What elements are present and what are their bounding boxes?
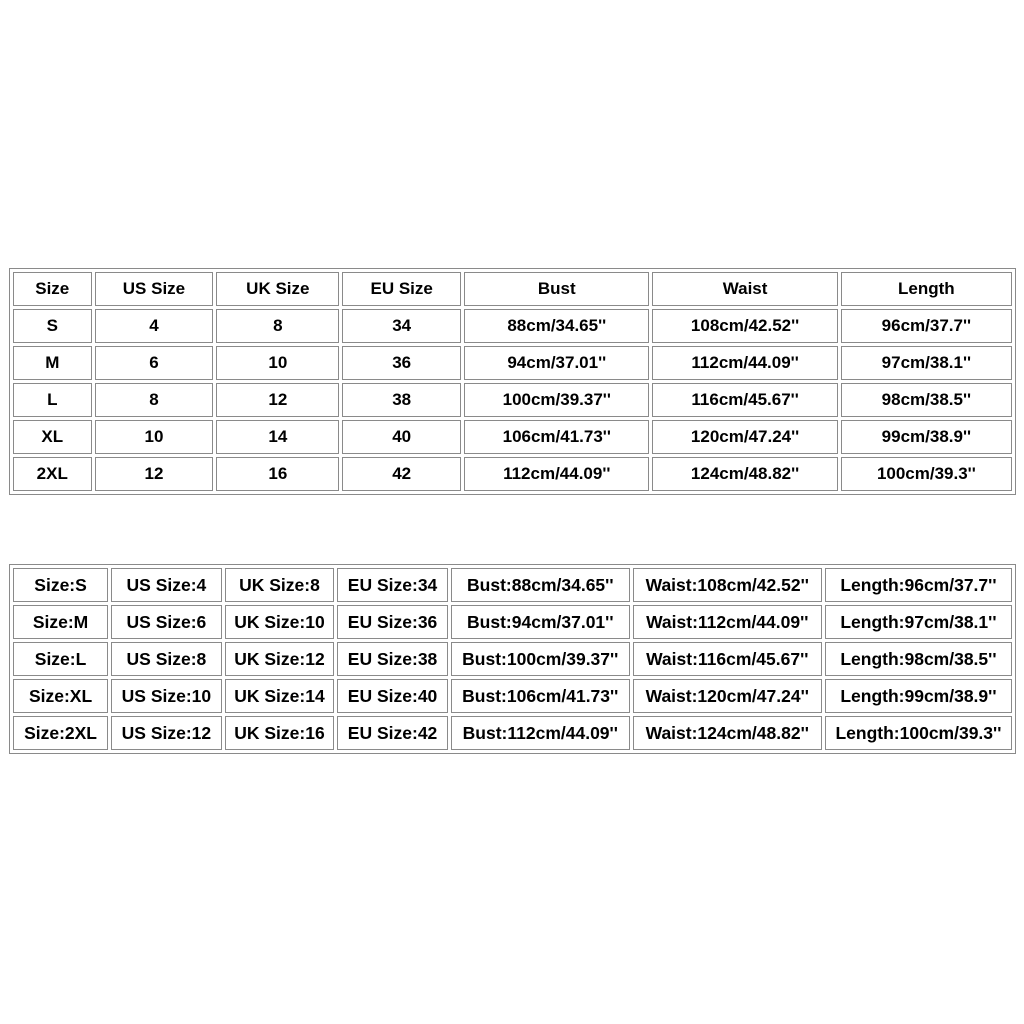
table-row — [13, 642, 1012, 676]
cell-size: Size:2XL — [13, 716, 108, 750]
cell-size: Size:M — [13, 605, 108, 639]
cell-length: 99cm/38.9'' — [841, 420, 1012, 454]
table-row — [13, 309, 1012, 343]
cell-length: Length:99cm/38.9'' — [825, 679, 1012, 713]
cell-bust: 88cm/34.65'' — [464, 309, 649, 343]
cell-uk-size: 14 — [216, 420, 339, 454]
cell-waist: 116cm/45.67'' — [652, 383, 837, 417]
cell-eu-size: EU Size:40 — [337, 679, 448, 713]
table-row — [13, 457, 1012, 491]
cell-us-size: US Size:4 — [111, 568, 222, 602]
cell-uk-size: 16 — [216, 457, 339, 491]
cell-waist: Waist:120cm/47.24'' — [633, 679, 822, 713]
cell-us-size: US Size:10 — [111, 679, 222, 713]
header-uk-size: UK Size — [216, 272, 339, 306]
cell-us-size: US Size:12 — [111, 716, 222, 750]
cell-length: 96cm/37.7'' — [841, 309, 1012, 343]
cell-us-size: 4 — [95, 309, 214, 343]
cell-waist: 112cm/44.09'' — [652, 346, 837, 380]
cell-bust: Bust:100cm/39.37'' — [451, 642, 630, 676]
cell-eu-size: 42 — [342, 457, 461, 491]
cell-eu-size: 38 — [342, 383, 461, 417]
table-row — [13, 605, 1012, 639]
cell-bust: 100cm/39.37'' — [464, 383, 649, 417]
header-us-size: US Size — [95, 272, 214, 306]
cell-eu-size: EU Size:42 — [337, 716, 448, 750]
header-waist: Waist — [652, 272, 837, 306]
cell-bust: 94cm/37.01'' — [464, 346, 649, 380]
cell-uk-size: UK Size:10 — [225, 605, 335, 639]
cell-length: Length:97cm/38.1'' — [825, 605, 1012, 639]
header-size: Size — [13, 272, 92, 306]
cell-length: 98cm/38.5'' — [841, 383, 1012, 417]
cell-us-size: 8 — [95, 383, 214, 417]
cell-size: Size:XL — [13, 679, 108, 713]
cell-eu-size: 36 — [342, 346, 461, 380]
table-row — [13, 420, 1012, 454]
table-row — [13, 679, 1012, 713]
cell-eu-size: EU Size:36 — [337, 605, 448, 639]
cell-waist: Waist:124cm/48.82'' — [633, 716, 822, 750]
cell-length: Length:98cm/38.5'' — [825, 642, 1012, 676]
cell-eu-size: 40 — [342, 420, 461, 454]
cell-us-size: 6 — [95, 346, 214, 380]
size-chart-labeled-table — [9, 564, 1016, 754]
header-eu-size: EU Size — [342, 272, 461, 306]
cell-bust: 106cm/41.73'' — [464, 420, 649, 454]
cell-us-size: 12 — [95, 457, 214, 491]
cell-bust: Bust:88cm/34.65'' — [451, 568, 630, 602]
cell-bust: 112cm/44.09'' — [464, 457, 649, 491]
cell-uk-size: 12 — [216, 383, 339, 417]
header-length: Length — [841, 272, 1012, 306]
cell-bust: Bust:106cm/41.73'' — [451, 679, 630, 713]
table-header-row — [13, 272, 1012, 306]
cell-uk-size: UK Size:12 — [225, 642, 335, 676]
cell-waist: Waist:108cm/42.52'' — [633, 568, 822, 602]
table-row — [13, 346, 1012, 380]
cell-size: Size:L — [13, 642, 108, 676]
cell-waist: 120cm/47.24'' — [652, 420, 837, 454]
cell-waist: 124cm/48.82'' — [652, 457, 837, 491]
cell-bust: Bust:94cm/37.01'' — [451, 605, 630, 639]
cell-eu-size: EU Size:38 — [337, 642, 448, 676]
cell-size: L — [13, 383, 92, 417]
cell-us-size: 10 — [95, 420, 214, 454]
cell-us-size: US Size:8 — [111, 642, 222, 676]
cell-uk-size: 10 — [216, 346, 339, 380]
table-row — [13, 383, 1012, 417]
header-bust: Bust — [464, 272, 649, 306]
size-chart-table — [9, 268, 1016, 495]
table-row — [13, 716, 1012, 750]
cell-uk-size: 8 — [216, 309, 339, 343]
table-row — [13, 568, 1012, 602]
cell-size: M — [13, 346, 92, 380]
cell-length: 100cm/39.3'' — [841, 457, 1012, 491]
cell-us-size: US Size:6 — [111, 605, 222, 639]
cell-size: 2XL — [13, 457, 92, 491]
cell-length: 97cm/38.1'' — [841, 346, 1012, 380]
cell-waist: Waist:116cm/45.67'' — [633, 642, 822, 676]
cell-uk-size: UK Size:8 — [225, 568, 335, 602]
cell-size: S — [13, 309, 92, 343]
cell-waist: 108cm/42.52'' — [652, 309, 837, 343]
cell-uk-size: UK Size:16 — [225, 716, 335, 750]
cell-bust: Bust:112cm/44.09'' — [451, 716, 630, 750]
cell-eu-size: EU Size:34 — [337, 568, 448, 602]
cell-eu-size: 34 — [342, 309, 461, 343]
cell-waist: Waist:112cm/44.09'' — [633, 605, 822, 639]
cell-size: Size:S — [13, 568, 108, 602]
cell-uk-size: UK Size:14 — [225, 679, 335, 713]
cell-size: XL — [13, 420, 92, 454]
cell-length: Length:96cm/37.7'' — [825, 568, 1012, 602]
cell-length: Length:100cm/39.3'' — [825, 716, 1012, 750]
